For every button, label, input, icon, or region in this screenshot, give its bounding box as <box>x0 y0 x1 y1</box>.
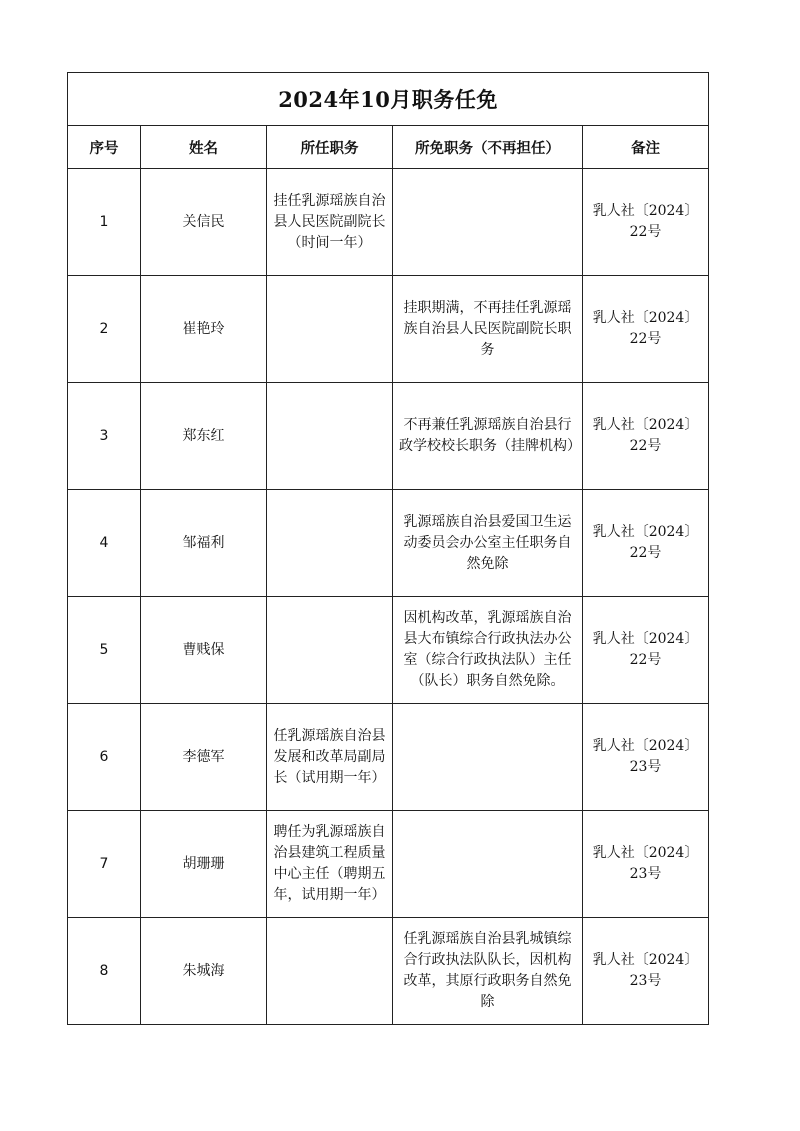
row-note-doc: 乳人社〔2024〕 <box>592 524 699 540</box>
row-name: 关信民 <box>141 169 267 276</box>
table-row <box>68 597 709 704</box>
row-note-num: 23号 <box>629 759 662 775</box>
row-note <box>583 490 709 597</box>
table-row <box>68 811 709 918</box>
title-row <box>68 73 709 126</box>
table-row <box>68 383 709 490</box>
table-title: 2024年10月职务任免 <box>68 73 709 126</box>
row-note <box>583 918 709 1025</box>
row-name: 曹贱保 <box>141 597 267 704</box>
row-number: 3 <box>68 383 141 490</box>
header-appointed: 所任职务 <box>267 126 393 169</box>
row-removed: 因机构改革，乳源瑶族自治县大布镇综合行政执法办公室（综合行政执法队）主任（队长）职务自然免除。 <box>403 610 572 689</box>
row-note-doc: 乳人社〔2024〕 <box>592 738 699 754</box>
row-removed: 挂职期满，不再挂任乳源瑶族自治县人民医院副院长职务 <box>403 299 572 358</box>
table-row <box>68 918 709 1025</box>
row-note <box>583 169 709 276</box>
row-note-num: 22号 <box>629 652 662 668</box>
row-note-doc: 乳人社〔2024〕 <box>592 845 699 861</box>
header-note: 备注 <box>583 126 709 169</box>
row-note-num: 22号 <box>629 331 662 347</box>
table-row <box>68 490 709 597</box>
header-removed: 所免职务（不再担任） <box>393 126 583 169</box>
row-number: 5 <box>68 597 141 704</box>
row-name: 崔艳玲 <box>141 276 267 383</box>
row-number: 1 <box>68 169 141 276</box>
row-name: 邹福利 <box>141 490 267 597</box>
header-name: 姓名 <box>141 126 267 169</box>
row-name: 郑东红 <box>141 383 267 490</box>
row-removed: 任乳源瑶族自治县乳城镇综合行政执法队队长，因机构改革，其原行政职务自然免除 <box>403 931 572 1010</box>
row-name: 李德军 <box>141 704 267 811</box>
row-note-num: 22号 <box>629 438 662 454</box>
row-number: 6 <box>68 704 141 811</box>
row-note <box>583 276 709 383</box>
header-row <box>68 126 709 169</box>
row-removed: 不再兼任乳源瑶族自治县行政学校校长职务（挂牌机构） <box>399 417 581 454</box>
row-note-num: 23号 <box>629 866 662 882</box>
row-number: 8 <box>68 918 141 1025</box>
row-note-doc: 乳人社〔2024〕 <box>592 631 699 647</box>
row-name: 朱城海 <box>141 918 267 1025</box>
row-note-doc: 乳人社〔2024〕 <box>592 952 699 968</box>
row-number: 7 <box>68 811 141 918</box>
row-note <box>583 597 709 704</box>
row-appointed: 挂任乳源瑶族自治县人民医院副院长（时间一年） <box>273 192 386 251</box>
row-appointed: 任乳源瑶族自治县发展和改革局副局长（试用期一年） <box>273 727 386 786</box>
row-appointed: 聘任为乳源瑶族自治县建筑工程质量中心主任（聘期五年，试用期一年） <box>273 824 386 903</box>
table-row <box>68 276 709 383</box>
row-removed: 乳源瑶族自治县爱国卫生运动委员会办公室主任职务自然免除 <box>403 513 572 572</box>
header-no: 序号 <box>68 126 141 169</box>
row-note-num: 22号 <box>629 224 662 240</box>
table-row <box>68 704 709 811</box>
row-number: 4 <box>68 490 141 597</box>
row-note-num: 22号 <box>629 545 662 561</box>
row-note-num: 23号 <box>629 973 662 989</box>
row-note <box>583 704 709 811</box>
row-note-doc: 乳人社〔2024〕 <box>592 417 699 433</box>
row-note <box>583 383 709 490</box>
row-number: 2 <box>68 276 141 383</box>
row-note <box>583 811 709 918</box>
row-name: 胡珊珊 <box>141 811 267 918</box>
row-note-doc: 乳人社〔2024〕 <box>592 203 699 219</box>
table-row <box>68 169 709 276</box>
appointment-table <box>67 72 709 1025</box>
row-note-doc: 乳人社〔2024〕 <box>592 310 699 326</box>
